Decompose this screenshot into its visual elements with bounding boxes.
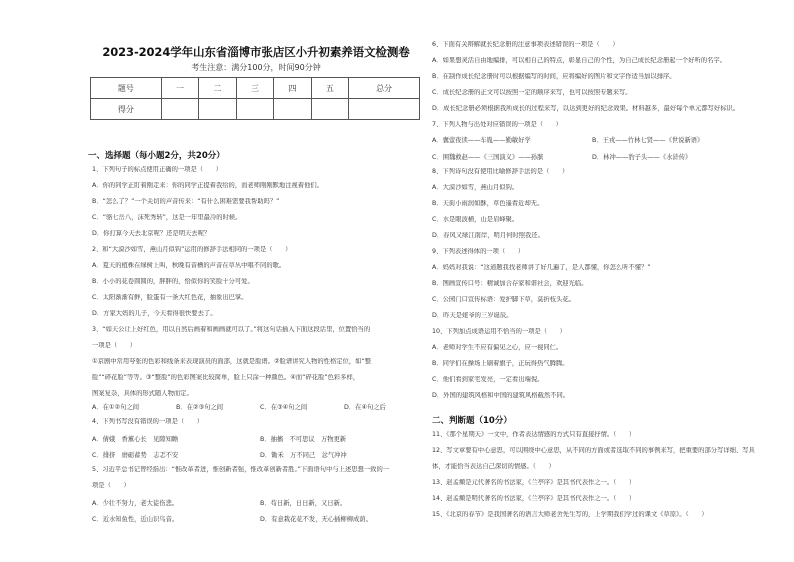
- score-input-cell[interactable]: [311, 99, 348, 120]
- question-stem: 7、下列人物与出处对应错误的一项是（ ）: [432, 121, 562, 128]
- score-cell: 总分: [349, 78, 420, 99]
- score-cell: 二: [199, 78, 236, 99]
- question-stem-cont: 一项是（ ）: [92, 342, 137, 349]
- score-table: [90, 77, 420, 120]
- question-stem: 4、下列书写没有错误的一项是（ ）: [92, 418, 204, 425]
- question-stem: 9、下列表述得体的一项（ ）: [432, 248, 525, 255]
- option-a: A．你的同学正盯着刚走来：你的同学正提着我给的，而老师刚刚默地注视着他们。: [92, 182, 323, 189]
- option-c: C．近水知鱼性，近山识鸟音。: [92, 516, 179, 523]
- score-input-cell[interactable]: [274, 99, 311, 120]
- option-b: B．天街小雨润如酥，草色遥看近却无。: [432, 200, 544, 207]
- option-a: A．大漠沙如雪，燕山月似钩。: [432, 184, 519, 191]
- option-a: A．倩娥 香薰心长 见隙知瞻: [92, 436, 179, 443]
- option-b: B．同学们在操场上刷着旗子，正玩得热气腾腾。: [432, 360, 569, 367]
- option-d: D．春风又绿江南岸，明月何时照我还。: [432, 232, 544, 239]
- score-input-cell[interactable]: [161, 99, 198, 120]
- score-input-cell[interactable]: [236, 99, 273, 120]
- question-stem: 5、习近平总书记曾经指出：“惟改革者进，惟创新者强，惟改革创新者胜。”下面语句中与上述思想一致的一: [92, 466, 390, 473]
- option-d: D．有意栽花花不发，无心插柳柳成荫。: [260, 516, 372, 523]
- judgement-item: 13、赵孟頫是元代著名的书法家，《兰亭序》是其书代表作之一。（ ）: [432, 479, 636, 486]
- score-cell: 四: [274, 78, 311, 99]
- option-c: C．围魏救赵——《三国演义》——孙膑: [432, 154, 544, 161]
- section-title-judgement: 二、判断题（10分）: [432, 416, 512, 426]
- exam-notice: 考生注意：满分100分，时间90分钟: [191, 63, 321, 72]
- judgement-item: 12、写文章要有中心意思，可以围绕中心意思，从不同的方面或者选取不同的事例来写，把重要的部分写详细、写具: [432, 447, 755, 454]
- option-b: B．小小的花卷圆圆的，胖胖的，恰似你的笑脸十分可爱。: [92, 278, 254, 285]
- score-input-cell[interactable]: [199, 99, 236, 120]
- question-stem: 3、“如天公让上好红色，用以自然后画着和画画就可以了。”将这句话插入下面这段话里，位置恰当的: [92, 326, 371, 333]
- option-b: B．“怎么了？”一个关切的声音传来：“有什么困难需要我帮助吗？”: [92, 198, 280, 205]
- question-stem: 1、下列句子的标点使用正确的一项是（ ）: [92, 166, 222, 173]
- option-c: C．“骆七岳八，沫死秀转”，这是一年里最冷的时候。: [92, 214, 242, 221]
- option-c: C．在③④句之间: [260, 404, 308, 411]
- option-c: C．排挤 磨砺蓄势 志忑不安: [92, 452, 179, 459]
- option-d: D．林冲——豹子头——《水浒传》: [592, 154, 692, 161]
- option-b: B．在②③句之间: [176, 404, 224, 411]
- score-table-score-row: [91, 99, 420, 120]
- option-row: [92, 402, 424, 411]
- question-stem: 10、下列加点成语运用不恰当的一项是（ ）: [432, 328, 566, 335]
- option-d: D．成长纪念册必须根据我所成长的过程来写，以达到更好的纪念效果。材料越多，最好每个单元都写好标识。: [432, 105, 740, 112]
- option-a: A．夏天的植株在绿树上叫，秋晚有音槽的声音在草丛中唱不同的歌。: [92, 262, 286, 269]
- option-d: D．你打算今天去北京呢？还是明天去呢？: [92, 230, 211, 237]
- score-cell: 题号: [91, 78, 162, 99]
- question-stem: 8、下列诗句没有使用比喻修辞手法的是（ ）: [432, 168, 569, 175]
- option-d: D．外国的建筑风格和中国的建筑风格截然不同。: [432, 392, 570, 399]
- option-b: B．苟日新，日日新，又日新。: [260, 500, 347, 507]
- question-stem: 6、下面有关辩解就长纪念册的注意事项表述错误的一项是（ ）: [432, 41, 619, 48]
- question-stem-cont: 项是（ ）: [92, 482, 130, 489]
- score-cell: 得分: [91, 99, 162, 120]
- option-b: B．王戎——竹林七贤——《世说新语》: [592, 137, 704, 144]
- page-title: 2023-2024学年山东省淄博市张店区小升初素养语文检测卷: [102, 45, 410, 59]
- option-c: C．太阳渐渐有鲜，脸蛋有一条大红色花，抽象出巴掌。: [92, 294, 248, 301]
- judgement-item: 14、赵孟頫是明代著名的书法家，《兰亭序》是其书代表作之一。（ ）: [432, 495, 636, 502]
- score-cell: 五: [311, 78, 348, 99]
- option-row: [432, 135, 780, 144]
- judgement-item-cont: 体，才能恰当表达自己深切的情感。（ ）: [432, 463, 555, 470]
- option-a: A．妈妈对我说：“这道题我找老师讲了好几遍了，是人都懂，你怎么听不懂？”: [432, 264, 651, 271]
- passage-line: ①京剧中常用夸张的色彩和线条来表现演员的面部，这就是脸谱。②脸谱讲究人物的性格定位，如“整: [92, 358, 372, 365]
- option-a: A．囊萤夜读——车胤——勤敏好学: [432, 137, 531, 144]
- score-cell: 一: [161, 78, 198, 99]
- option-c: C．他们看到家宅发亮，一定看出端倪。: [432, 376, 544, 383]
- option-row: [432, 152, 780, 161]
- judgement-item: 15、《北京的春节》是我国著名的语言大师老舍先生写的，上学期我们学过的课文《草原》。（ ）: [432, 511, 708, 518]
- option-row: [92, 450, 424, 459]
- option-a: A．少壮不努力，老大徒伤悲。: [92, 500, 179, 507]
- option-row: [92, 514, 424, 523]
- score-table-header-row: [91, 78, 420, 99]
- section-title-choice: 一、选择题（每小题2分，共20分）: [88, 151, 225, 161]
- option-d: D．昨天是姥爷的三岁诞辰。: [432, 312, 513, 319]
- score-cell: 三: [236, 78, 273, 99]
- judgement-item: 11、《那个星期天》一文中，作者表达情感的方式只有直接抒情。（ ）: [432, 431, 636, 438]
- option-c: C．成长纪念册的正文可以按照一定的顺序来写，也可以按照专题来写。: [432, 89, 632, 96]
- option-b: B．在制作成长纪念册时可以根据编写的时间，应将编好的图片和文字作适当加以排序。: [432, 73, 676, 80]
- option-c: C．水是眼波横，山是眉峰聚。: [432, 216, 519, 223]
- option-c: C．公园门口宣传标语：爱护脚下草，莫折枝头花。: [432, 296, 575, 303]
- option-row: [92, 498, 424, 507]
- option-b: B．图画宣传口号：精诚加合存家和谐社会，欢迎光临。: [432, 280, 588, 287]
- option-row: [92, 434, 424, 443]
- score-input-cell[interactable]: [349, 99, 420, 120]
- question-stem: 2、和“大漠沙如雪，燕山月似钩”运用的修辞手法相同的一项是（ ）: [92, 246, 292, 253]
- option-a: A．老师对学生不应有偏见之心，应一视同仁。: [432, 344, 563, 351]
- option-a: A．如果想灵活自由地编排，可以相自己的特点，彰显自己的个性，为自己成长纪念册起一个好听的名字。: [432, 57, 726, 64]
- passage-line: 脸”“碎花脸”等等。③“整脸”的色彩图案比较简单，脸上只涂一种颜色。④而“碎花脸”色彩多样，: [92, 374, 360, 381]
- option-d: D．锄禾 万不同己 忿气冲冲: [260, 452, 347, 459]
- option-d: D．在④句之后: [344, 404, 386, 411]
- option-a: A．在①②句之间: [92, 404, 140, 411]
- option-d: D．方家大妈的儿子，今天看得很快要去了。: [92, 310, 217, 317]
- option-b: B．抽搐 不可思议 万物更新: [260, 436, 347, 443]
- passage-line: 图案复杂，具体的形式随人物而定。: [92, 390, 193, 397]
